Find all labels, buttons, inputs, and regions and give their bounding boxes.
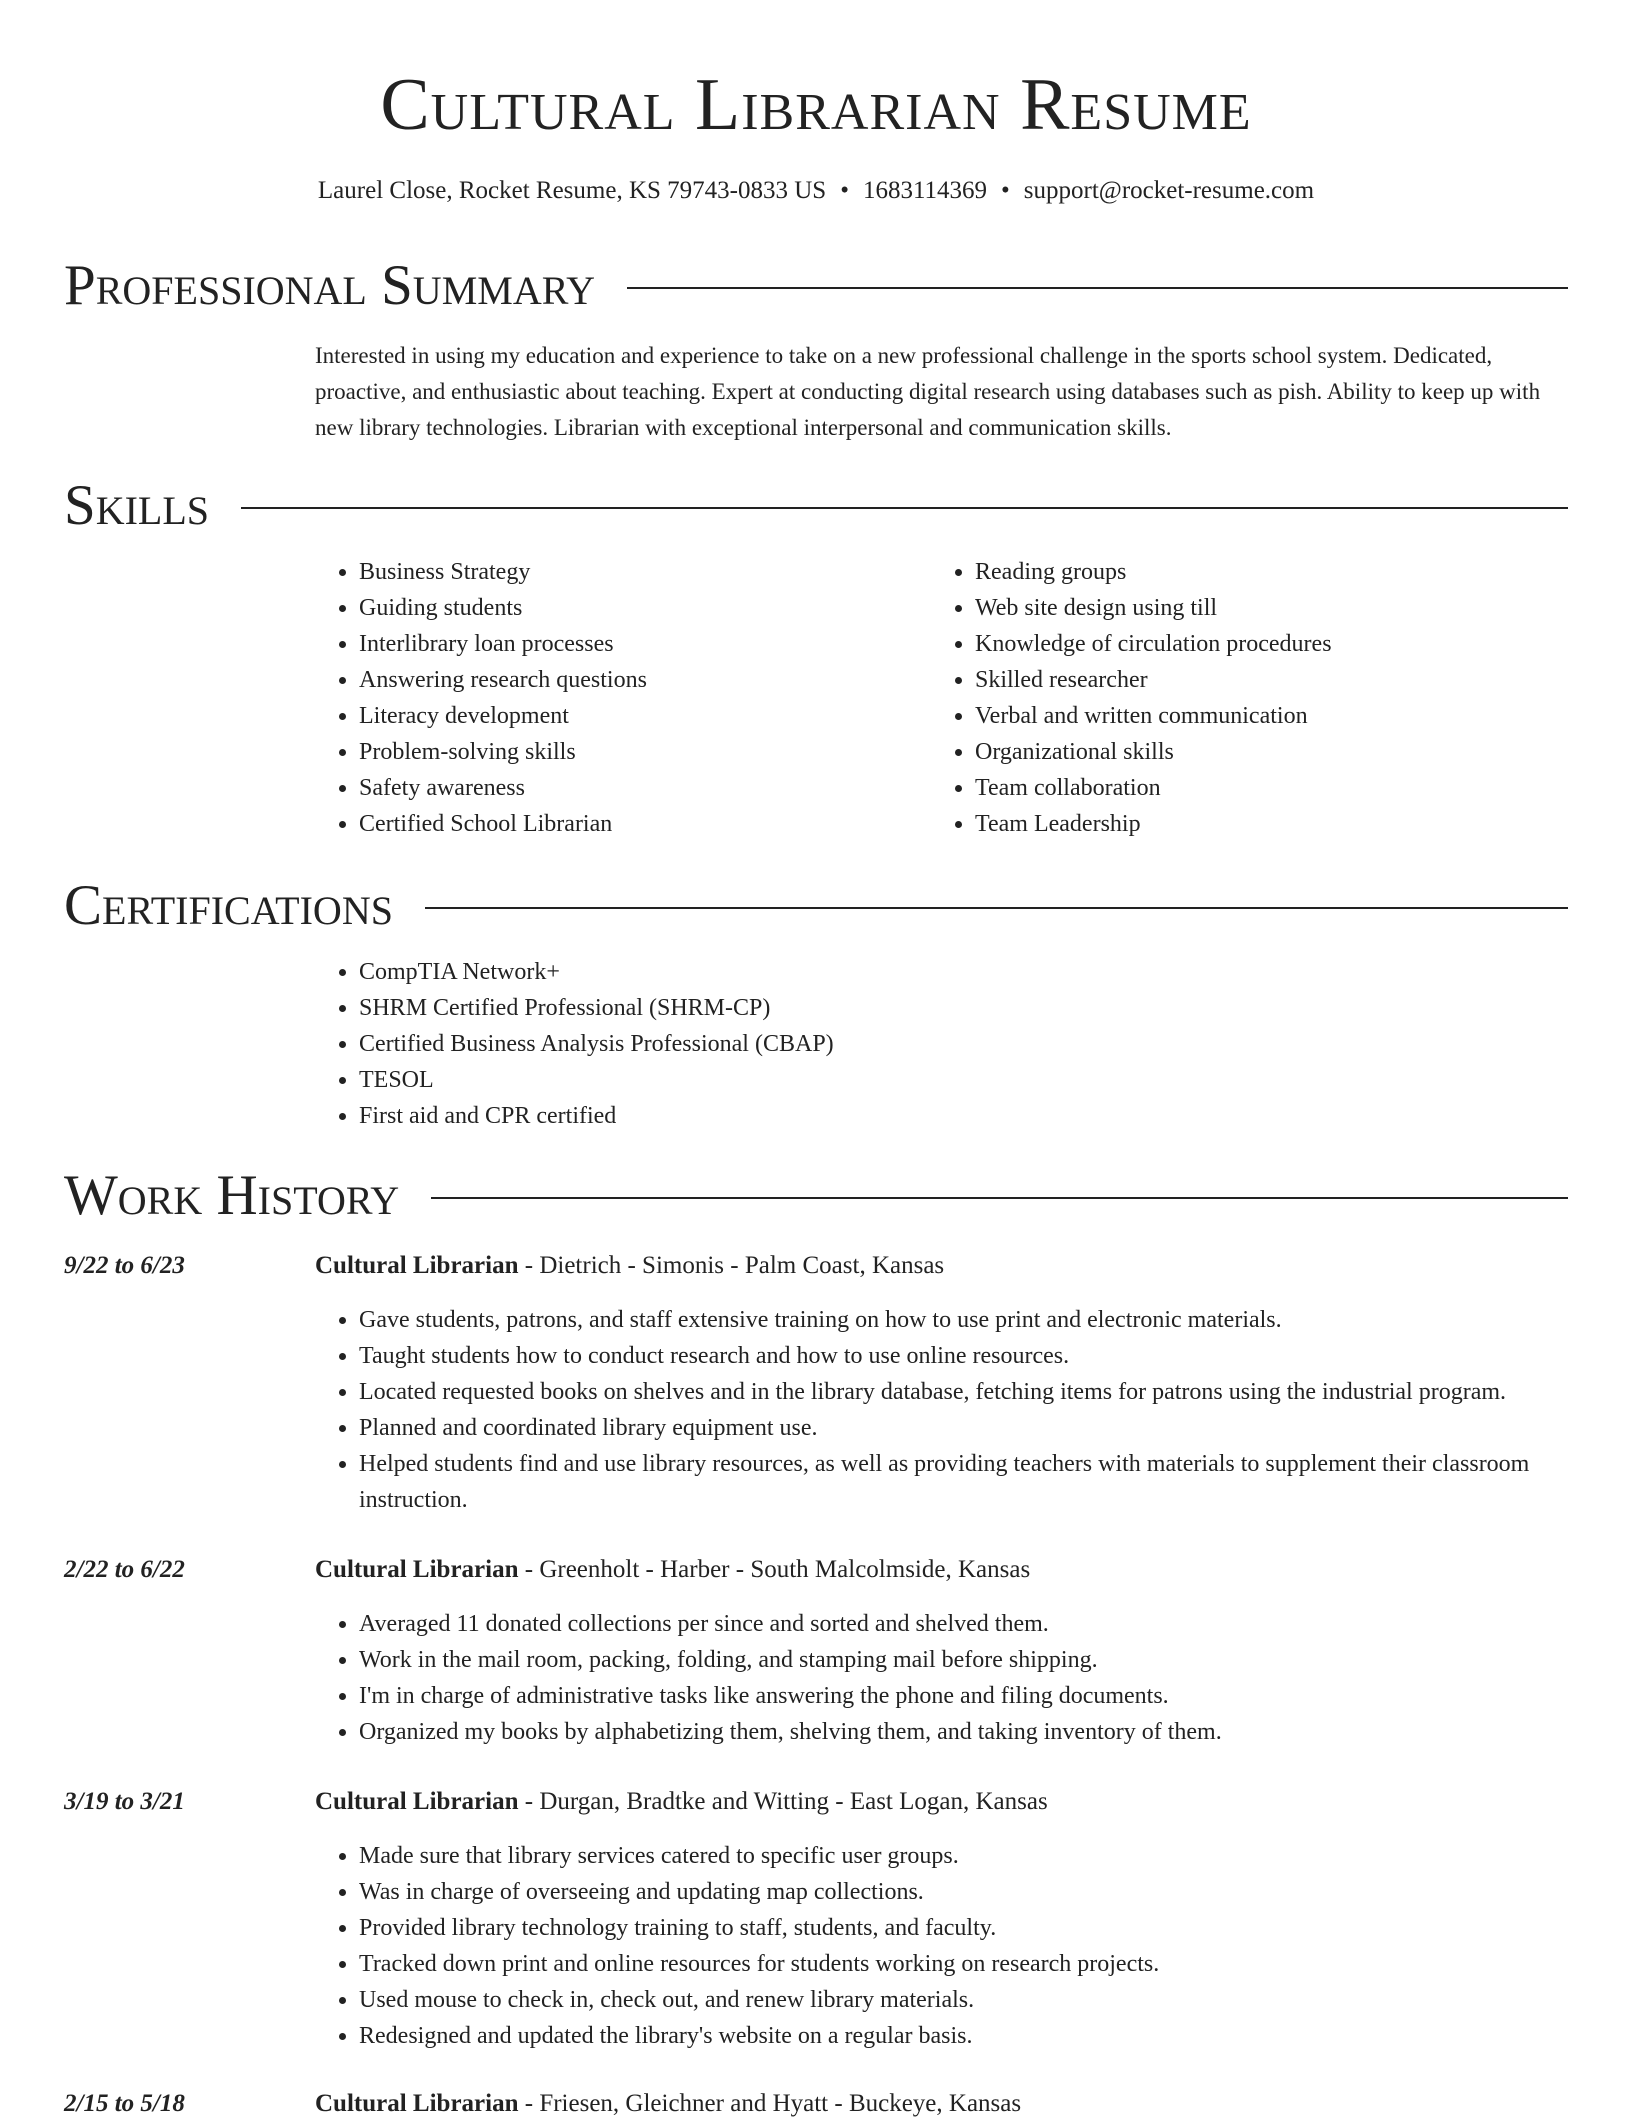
skill-item: • Guiding students xyxy=(359,590,875,626)
job-title: Cultural Librarian xyxy=(315,1788,519,1815)
job-title: Cultural Librarian xyxy=(315,1556,519,1583)
job-heading xyxy=(315,1784,1048,1820)
skill-item: • Organizational skills xyxy=(975,734,1491,770)
section-divider xyxy=(431,1197,1568,1199)
skills-list-right xyxy=(931,554,1491,842)
skill-item: • Interlibrary loan processes xyxy=(359,626,875,662)
certifications-section-header xyxy=(64,874,1568,938)
skill-item: • Safety awareness xyxy=(359,770,875,806)
resume-title: Cultural Librarian Resume xyxy=(380,64,1252,146)
section-divider xyxy=(241,507,1568,509)
skills-column-right xyxy=(931,554,1491,842)
skill-item: • Answering research questions xyxy=(359,662,875,698)
skill-item: • Problem-solving skills xyxy=(359,734,875,770)
contact-line xyxy=(0,174,1632,208)
job-employer: - Dietrich - Simonis - Palm Coast, Kansas xyxy=(518,1252,945,1279)
skill-item: • Business Strategy xyxy=(359,554,875,590)
job-dates: 9/22 to 6/23 xyxy=(64,1252,185,1279)
job-bullet: • Organized my books by alphabetizing them, shelving them, and taking inventory of them. xyxy=(359,1714,1575,1750)
skill-item: • Reading groups xyxy=(975,554,1491,590)
skill-item: • Knowledge of circulation procedures xyxy=(975,626,1491,662)
work-history-section-header xyxy=(64,1164,1568,1228)
skill-item: • Certified School Librarian xyxy=(359,806,875,842)
contact-separator: • xyxy=(1001,177,1010,204)
job-dates: 3/19 to 3/21 xyxy=(64,1788,185,1815)
certification-item: • SHRM Certified Professional (SHRM-CP) xyxy=(359,990,1215,1026)
certifications-block xyxy=(315,954,1215,1134)
contact-email[interactable]: support@rocket-resume.com xyxy=(1023,177,1315,204)
job-bullet: • Used mouse to check in, check out, and renew library materials. xyxy=(359,1982,1575,2018)
skills-column-left xyxy=(315,554,875,842)
job-responsibilities xyxy=(315,1838,1575,2054)
job-bullet: • Located requested books on shelves and in the library database, fetching items for patrons using the industrial program. xyxy=(359,1374,1575,1410)
skill-item: • Verbal and written communication xyxy=(975,698,1491,734)
job-title: Cultural Librarian xyxy=(315,2090,519,2117)
contact-separator: • xyxy=(840,177,849,204)
job-bullet: • Work in the mail room, packing, folding, and stamping mail before shipping. xyxy=(359,1642,1575,1678)
job-responsibilities xyxy=(315,1302,1575,1518)
job-bullet: • Helped students find and use library resources, as well as providing teachers with materials to supplement their classroom instruction. xyxy=(359,1446,1575,1518)
summary-text: Interested in using my education and experience to take on a new professional challenge in the sports school system. Dedicated, proactive, and enthusiastic about teaching. Expert at conducting digital research using databases such as pish. Ability to keep up with new library technologies. Librarian with exceptional interpersonal and communication skills. xyxy=(315,343,1541,440)
certification-item: • Certified Business Analysis Professional (CBAP) xyxy=(359,1026,1215,1062)
job-bullet-list xyxy=(315,1606,1575,1750)
job-bullet: • Made sure that library services catered to specific user groups. xyxy=(359,1838,1575,1874)
skills-heading: Skills xyxy=(64,474,210,537)
certification-item: • First aid and CPR certified xyxy=(359,1098,1215,1134)
job-dates: 2/22 to 6/22 xyxy=(64,1556,185,1583)
work-history-heading: Work History xyxy=(64,1164,400,1227)
job-heading xyxy=(315,1552,1030,1588)
job-bullet: • I'm in charge of administrative tasks like answering the phone and filing documents. xyxy=(359,1678,1575,1714)
job-responsibilities xyxy=(315,1606,1575,1750)
skills-list-left xyxy=(315,554,875,842)
skill-item: • Team collaboration xyxy=(975,770,1491,806)
job-bullet-list xyxy=(315,1302,1575,1518)
summary-heading: Professional Summary xyxy=(64,254,596,317)
skill-item: • Web site design using till xyxy=(975,590,1491,626)
job-bullet: • Provided library technology training to staff, students, and faculty. xyxy=(359,1910,1575,1946)
job-employer: - Friesen, Gleichner and Hyatt - Buckeye, Kansas xyxy=(518,2090,1022,2117)
contact-address: Laurel Close, Rocket Resume, KS 79743-0833 US xyxy=(317,177,827,204)
job-heading xyxy=(315,1248,944,1284)
skills-section-header xyxy=(64,474,1568,538)
job-title: Cultural Librarian xyxy=(315,1252,519,1279)
job-bullet: • Averaged 11 donated collections per since and sorted and shelved them. xyxy=(359,1606,1575,1642)
certification-item: • TESOL xyxy=(359,1062,1215,1098)
certifications-heading: Certifications xyxy=(64,874,393,937)
skill-item: • Literacy development xyxy=(359,698,875,734)
section-divider xyxy=(425,907,1568,909)
job-bullet: • Was in charge of overseeing and updating map collections. xyxy=(359,1874,1575,1910)
job-bullet: • Tracked down print and online resources for students working on research projects. xyxy=(359,1946,1575,1982)
certification-item: • CompTIA Network+ xyxy=(359,954,1215,990)
job-dates: 2/15 to 5/18 xyxy=(64,2090,185,2117)
section-divider xyxy=(627,287,1568,289)
job-heading xyxy=(315,2086,1021,2122)
job-bullet: • Redesigned and updated the library's website on a regular basis. xyxy=(359,2018,1575,2054)
job-bullet: • Gave students, patrons, and staff extensive training on how to use print and electronic materials. xyxy=(359,1302,1575,1338)
job-employer: - Durgan, Bradtke and Witting - East Logan, Kansas xyxy=(518,1788,1048,1815)
certifications-list xyxy=(315,954,1215,1134)
job-employer: - Greenholt - Harber - South Malcolmside, Kansas xyxy=(518,1556,1031,1583)
job-bullet: • Taught students how to conduct research and how to use online resources. xyxy=(359,1338,1575,1374)
summary-section-header xyxy=(64,254,1568,318)
job-bullet: • Planned and coordinated library equipment use. xyxy=(359,1410,1575,1446)
skill-item: • Team Leadership xyxy=(975,806,1491,842)
skill-item: • Skilled researcher xyxy=(975,662,1491,698)
job-bullet-list xyxy=(315,1838,1575,2054)
contact-phone: 1683114369 xyxy=(862,177,988,204)
